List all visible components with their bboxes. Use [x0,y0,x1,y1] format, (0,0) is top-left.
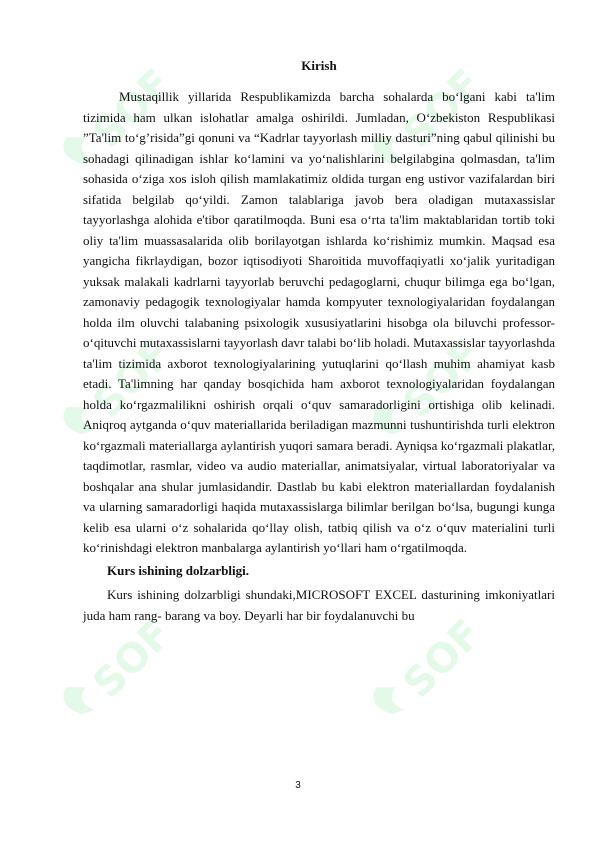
watermark-mark [57,608,180,731]
intro-paragraph: Mustaqillik yillarida Respublikamizda barcha sohalarda bo‘lgani kabi ta'lim tizimida ham ulkan islohatlar amalga oshirildi. Jumladan, O‘zbekiston Respublikasi ”Ta'lim to‘g’risida”gi qonuni va “Kadrlar tayyorlash milliy dasturi”ning qabul qilinishi bu sohadagi qilinadigan ishlar ko‘lamini va yo‘nalishlarini belgilabgina qolmasdan, ta'lim sohasida o‘ziga xos isloh qilish mamlakatimiz oldida turgan eng ustivor vazifalardan biri sifatida belgilab qo‘yildi. Zamon talablariga javob bera oladigan mutaxassislar tayyorlashga alohida e'tibor qaratilmoqda. Buni esa o‘rta ta'lim maktablaridan tortib toki oliy ta'lim muassasalarida olib borilayotgan ishlarda ko‘rishimiz mumkin. Maqsad esa yangicha fikrlaydigan, bozor iqtisodiyoti Sharoitida muvoffaqiyatli xo‘jalik yuritadigan yuksak malakali kadrlarni tayyorlab beruvchi pedagoglarni, chuqur bilimga ega bo‘lgan, zamonaviy pedagogik texnologiyalar hamda kompyuter texnologiyalaridan foydalangan holda ilm oluvchi talabaning psixologik xususiyatlarini hisobga ola biluvchi professor-o‘qituvchi mutaxassislarni tayyorlash davr talabi bo‘lib holadi. Mutaxassislar tayyorlashda ta'lim tizimida axborot texnologiyalarining yutuqlarini qo‘llash muhim ahamiyat kasb etadi. Ta'limning har qanday bosqichida ham axborot texnologiyalaridan foydalangan holda ko‘rgazmalilikni oshirish orqali o‘quv samaradorligini ortishiga olib kelinadi. Aniqroq aytganda o‘quv materiallarida beriladigan mazmunni tushuntirishda turli elektron ko‘rgazmali materiallarga aylantirish yuqori samara beradi. Ayniqsa ko‘rgazmali plakatlar, taqdimotlar, rasmlar, video va audio materiallar, animatsiyalar, virtual laboratoriyalar va boshqalar ana shular jumlasidandir. Dastlab bu kabi elektron materiallardan foydalanish va ularning samaradorligi haqida mutaxassislarga bilimlar berilgan bo‘lsa, bugungi kunga kelib esa ularni o‘z sohalarida qo‘llay olish, tatbiq qilish va o‘z o‘quv materialini turli ko‘rinishdagi elektron manbalarga aylantirish yo‘llari ham o‘rgatilmoqda. [83,89,555,555]
svg-text:SOF: SOF [394,60,491,158]
watermark-logo-icon [367,677,411,721]
section-paragraph: Kurs ishining dolzarbligi shundaki,MICROSOFT EXCEL dasturining imkoniyatlari juda ham rang- barang va boy. Deyarli har bir foydalanuvchi bu [83,587,555,623]
section-heading: Kurs ishining dolzarbligi. [107,562,249,578]
svg-text:SOF: SOF [84,60,181,158]
svg-text:SOF: SOF [394,610,491,708]
svg-text:SOF: SOF [394,330,491,428]
watermark-mark [367,608,490,731]
page-number: 3 [295,780,301,791]
document-page [83,57,555,626]
watermark-logo-icon [57,677,101,721]
svg-text:SOF: SOF [84,330,181,428]
page-title: Kirish [301,58,337,73]
svg-text:SOF: SOF [84,610,181,708]
